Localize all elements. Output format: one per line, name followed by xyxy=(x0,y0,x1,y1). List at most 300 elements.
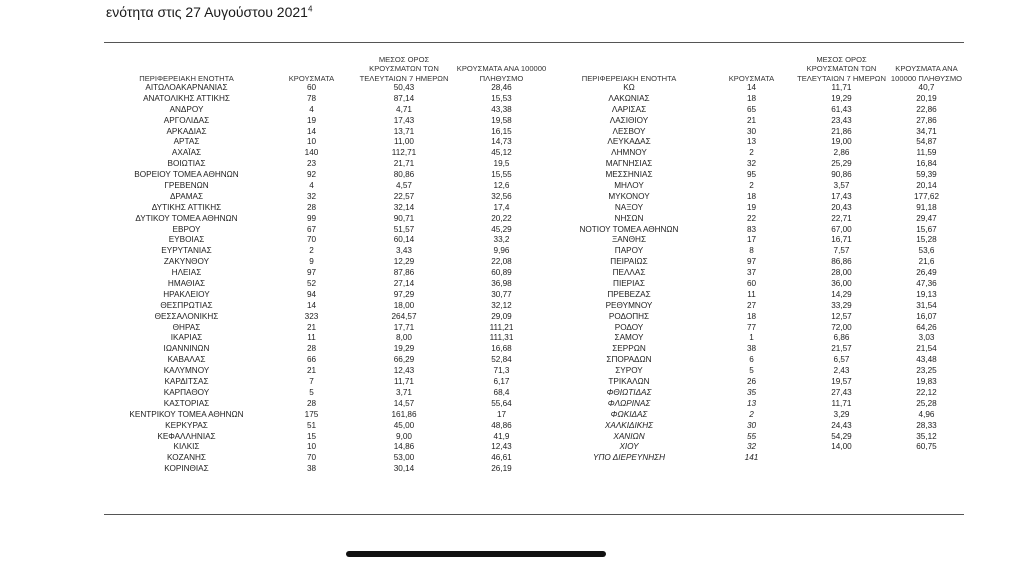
cell-per-100000: 111,31 xyxy=(489,333,514,343)
cell-per-100000-right: 16,07 xyxy=(916,311,937,321)
cell-avg-7day-right: 2,43 xyxy=(833,366,850,376)
cell-per-100000: 30,77 xyxy=(491,289,512,299)
cell-cases: 19 xyxy=(306,115,317,125)
cell-avg-7day: 4,57 xyxy=(396,181,412,191)
cell-cases: 23 xyxy=(306,159,317,169)
cell-avg-7day: 18,00 xyxy=(393,300,415,310)
cell-cases: 32 xyxy=(306,191,317,201)
cell-cases: 28 xyxy=(306,344,317,354)
cell-per-100000-right: 23,25 xyxy=(916,366,937,376)
cell-cases-right: 18 xyxy=(746,311,757,321)
cell-cases-right: 5 xyxy=(749,366,754,376)
cell-avg-7day-right: 2,86 xyxy=(833,148,850,158)
table-row xyxy=(104,290,964,301)
table-body xyxy=(104,83,964,475)
cell-per-100000-right: 25,28 xyxy=(916,398,937,408)
table-row xyxy=(104,148,964,159)
cell-per-100000-right: 53,6 xyxy=(918,246,935,256)
cell-region: ΔΡΑΜΑΣ xyxy=(169,191,204,201)
cell-avg-7day-right: 90,86 xyxy=(831,170,852,180)
header-per-100000-right: ΚΡΟΥΣΜΑΤΑ ΑΝΑ 100000 ΠΛΗΘΥΣΜΟ xyxy=(890,64,963,83)
table-row xyxy=(104,203,964,214)
cell-avg-7day-right: 36,00 xyxy=(831,279,852,289)
cell-avg-7day-right: 19,29 xyxy=(831,93,852,103)
cell-per-100000-right: 43,48 xyxy=(916,355,937,365)
cell-avg-7day: 87,14 xyxy=(393,93,415,103)
header-7day-average-right: ΜΕΣΟΣ ΟΡΟΣ ΚΡΟΥΣΜΑΤΩΝ ΤΩΝ ΤΕΛΕΥΤΑΙΩΝ 7 ΗΜΕΡΩΝ xyxy=(797,54,886,83)
cell-cases-right: 2 xyxy=(749,148,754,158)
cell-avg-7day-right: 21,86 xyxy=(831,126,852,136)
cell-avg-7day-right: 16,71 xyxy=(831,235,852,245)
cell-per-100000-right: 29,47 xyxy=(916,213,937,223)
cell-avg-7day: 45,00 xyxy=(393,420,415,430)
cell-cases-right: 11 xyxy=(747,289,756,299)
table-row xyxy=(104,366,964,377)
table-row xyxy=(104,279,964,290)
cell-per-100000: 26,19 xyxy=(491,464,512,474)
cell-cases: 67 xyxy=(306,224,317,234)
cell-region: ΔΥΤΙΚΗΣ ΑΤΤΙΚΗΣ xyxy=(151,202,222,212)
cell-per-100000: 12,43 xyxy=(491,442,512,452)
cell-per-100000: 17,4 xyxy=(493,202,510,212)
cell-per-100000-right: 15,28 xyxy=(916,235,937,245)
cell-avg-7day-right: 20,43 xyxy=(831,202,852,212)
cell-per-100000: 60,89 xyxy=(491,268,512,278)
cell-cases-right: 83 xyxy=(746,224,757,234)
cell-avg-7day-right: 11,71 xyxy=(831,398,852,408)
cell-per-100000-right: 54,87 xyxy=(916,137,937,147)
cell-per-100000-right: 26,49 xyxy=(916,268,937,278)
cell-region: ΚΟΡΙΝΘΙΑΣ xyxy=(164,464,209,474)
cell-region: ΚΑΡΠΑΘΟΥ xyxy=(163,387,210,397)
cell-per-100000-right: 177,62 xyxy=(913,191,940,201)
cell-per-100000-right: 19,13 xyxy=(916,289,937,299)
cell-cases: 11 xyxy=(307,333,316,343)
table-row xyxy=(104,246,964,257)
cell-avg-7day-right: 22,71 xyxy=(831,213,852,223)
cell-avg-7day-right: 7,57 xyxy=(833,246,850,256)
header-region-right: ΠΕΡΙΦΕΡΕΙΑΚΗ ΕΝΟΤΗΤΑ xyxy=(581,73,677,83)
cell-region-right: ΡΟΔΟΠΗΣ xyxy=(608,311,650,321)
cell-avg-7day: 4,71 xyxy=(396,104,412,114)
cell-per-100000-right: 40,7 xyxy=(918,83,935,92)
cell-region-right: ΦΩΚΙΔΑΣ xyxy=(610,409,648,419)
cell-avg-7day-right: 25,29 xyxy=(831,159,852,169)
cell-avg-7day: 32,14 xyxy=(393,202,415,212)
table-row xyxy=(104,235,964,246)
cell-region: ΕΥΡΥΤΑΝΙΑΣ xyxy=(161,246,212,256)
cell-avg-7day-right: 11,71 xyxy=(831,83,852,92)
cell-region-right: ΡΟΔΟΥ xyxy=(614,322,644,332)
cell-cases: 97 xyxy=(306,268,317,278)
title-footnote-marker: 4 xyxy=(307,4,313,14)
cell-avg-7day: 17,43 xyxy=(393,115,415,125)
cell-per-100000: 19,58 xyxy=(491,115,512,125)
cell-per-100000: 45,12 xyxy=(491,148,512,158)
cell-avg-7day: 3,43 xyxy=(396,246,412,256)
cell-avg-7day: 22,57 xyxy=(393,191,415,201)
cell-region-right: ΛΑΣΙΘΙΟΥ xyxy=(609,115,649,125)
cell-per-100000-right: 19,83 xyxy=(916,377,937,387)
cell-per-100000-right: 3,03 xyxy=(918,333,935,343)
cell-per-100000: 12,6 xyxy=(493,181,510,191)
cell-cases-right: 97 xyxy=(746,257,757,267)
cell-cases: 5 xyxy=(309,387,314,397)
cell-per-100000: 36,98 xyxy=(491,279,512,289)
cell-cases: 92 xyxy=(306,170,317,180)
cell-region-right: ΤΡΙΚΑΛΩΝ xyxy=(608,377,650,387)
cases-table xyxy=(104,49,964,475)
cell-region-right: ΠΑΡΟΥ xyxy=(614,246,644,256)
cell-region-right: ΧΙΟΥ xyxy=(619,442,639,452)
cell-avg-7day: 97,29 xyxy=(393,289,415,299)
cell-region-right: ΠΕΛΛΑΣ xyxy=(612,268,646,278)
cell-cases: 51 xyxy=(306,420,317,430)
cell-avg-7day: 264,57 xyxy=(391,311,417,321)
cell-cases: 15 xyxy=(306,431,317,441)
cell-avg-7day-right: 14,00 xyxy=(831,442,852,452)
cell-cases: 14 xyxy=(306,126,317,136)
cell-cases-right: 30 xyxy=(746,420,757,430)
cell-cases: 21 xyxy=(306,366,317,376)
cell-per-100000: 28,46 xyxy=(491,83,512,92)
cell-avg-7day: 53,00 xyxy=(393,453,415,463)
cell-cases-right: 30 xyxy=(746,126,757,136)
cell-region-right: ΛΑΚΩΝΙΑΣ xyxy=(608,93,650,103)
cell-cases-right: 2 xyxy=(749,181,754,191)
cell-cases-right: 22 xyxy=(746,213,757,223)
cell-avg-7day-right: 12,57 xyxy=(831,311,852,321)
cell-cases-right: 77 xyxy=(746,322,757,332)
cell-avg-7day-right: 67,00 xyxy=(831,224,852,234)
table-row xyxy=(104,333,964,344)
cell-avg-7day-right: 17,43 xyxy=(831,191,852,201)
cell-region: ΖΑΚΥΝΘΟΥ xyxy=(163,257,210,267)
cell-region: ΚΑΒΑΛΑΣ xyxy=(167,355,206,365)
table-row xyxy=(104,159,964,170)
cell-region: ΒΟΡΕΙΟΥ ΤΟΜΕΑ ΑΘΗΝΩΝ xyxy=(134,170,239,180)
cell-per-100000: 15,53 xyxy=(491,93,512,103)
table-row xyxy=(104,464,964,475)
cell-per-100000-right: 91,18 xyxy=(916,202,937,212)
cell-avg-7day: 90,71 xyxy=(393,213,415,223)
cell-region-right: ΧΑΝΙΩΝ xyxy=(613,431,645,441)
cell-avg-7day: 112,71 xyxy=(391,148,417,158)
cell-per-100000-right: 27,86 xyxy=(916,115,937,125)
cell-avg-7day: 13,71 xyxy=(393,126,415,136)
cell-cases: 66 xyxy=(306,355,317,365)
cell-region-right: ΣΠΟΡΑΔΩΝ xyxy=(606,355,652,365)
cell-avg-7day: 21,71 xyxy=(393,159,415,169)
cell-region: ΘΕΣΠΡΩΤΙΑΣ xyxy=(160,300,213,310)
cell-cases: 78 xyxy=(306,93,317,103)
cell-region: ΑΝΔΡΟΥ xyxy=(169,104,204,114)
cell-per-100000: 32,56 xyxy=(491,191,512,201)
cell-avg-7day-right: 6,86 xyxy=(833,333,850,343)
cell-cases-right: 1 xyxy=(749,333,754,343)
cell-region: ΑΡΤΑΣ xyxy=(173,137,200,147)
cell-avg-7day: 8,00 xyxy=(396,333,412,343)
cell-cases-right: 65 xyxy=(746,104,757,114)
cell-avg-7day: 11,00 xyxy=(394,137,414,147)
cell-avg-7day: 161,86 xyxy=(391,409,417,419)
cell-region: ΚΟΖΑΝΗΣ xyxy=(167,453,206,463)
table-header xyxy=(104,49,964,83)
cell-cases-right: 18 xyxy=(746,191,757,201)
cell-avg-7day: 30,14 xyxy=(393,464,415,474)
cell-region: ΘΕΣΣΑΛΟΝΙΚΗΣ xyxy=(154,311,219,321)
cell-region: ΕΒΡΟΥ xyxy=(172,224,201,234)
cell-per-100000: 29,09 xyxy=(491,311,512,321)
cell-region-right: ΜΑΓΝΗΣΙΑΣ xyxy=(605,159,653,169)
cell-avg-7day: 50,43 xyxy=(393,83,415,92)
cell-avg-7day-right: 23,43 xyxy=(831,115,852,125)
cell-per-100000-right: 35,12 xyxy=(916,431,937,441)
cell-per-100000: 68,4 xyxy=(493,387,510,397)
cell-cases: 70 xyxy=(306,453,317,463)
table-row xyxy=(104,225,964,236)
cell-region-right: ΜΕΣΣΗΝΙΑΣ xyxy=(605,170,653,180)
cell-per-100000-right: 22,86 xyxy=(916,104,937,114)
header-cases: ΚΡΟΥΣΜΑΤΑ xyxy=(288,73,335,83)
cell-cases: 94 xyxy=(306,289,317,299)
cell-region: ΘΗΡΑΣ xyxy=(172,322,201,332)
cell-cases: 28 xyxy=(306,202,317,212)
cell-avg-7day-right: 86,86 xyxy=(831,257,852,267)
cell-region: ΓΡΕΒΕΝΩΝ xyxy=(164,181,209,191)
cell-cases: 175 xyxy=(304,409,319,419)
cell-cases-right: 32 xyxy=(746,159,757,169)
cell-per-100000: 19,5 xyxy=(493,159,510,169)
cell-per-100000-right: 21,6 xyxy=(918,257,935,267)
cell-avg-7day: 51,57 xyxy=(393,224,415,234)
cell-avg-7day: 17,71 xyxy=(393,322,415,332)
cell-per-100000-right: 20,14 xyxy=(916,181,937,191)
cell-avg-7day: 80,86 xyxy=(393,170,415,180)
cell-region: ΚΙΛΚΙΣ xyxy=(173,442,200,452)
cell-per-100000: 14,73 xyxy=(491,137,512,147)
cell-per-100000: 41,9 xyxy=(493,431,510,441)
cell-per-100000: 17 xyxy=(496,409,507,419)
cell-region-right: ΛΕΣΒΟΥ xyxy=(612,126,646,136)
cell-avg-7day: 87,86 xyxy=(393,268,415,278)
cell-avg-7day-right: 3,57 xyxy=(833,181,850,191)
cell-cases-right: 95 xyxy=(746,170,757,180)
cell-per-100000: 20,22 xyxy=(491,213,512,223)
cell-region-right: ΦΘΙΩΤΙΔΑΣ xyxy=(606,387,652,397)
table-row xyxy=(104,137,964,148)
cell-cases: 323 xyxy=(304,311,319,321)
table-row xyxy=(104,355,964,366)
page-title xyxy=(106,4,312,20)
home-indicator[interactable] xyxy=(346,551,606,557)
cell-cases: 99 xyxy=(306,213,317,223)
cell-per-100000: 43,38 xyxy=(491,104,512,114)
cell-region: ΒΟΙΩΤΙΑΣ xyxy=(167,159,206,169)
cell-cases-right: 13 xyxy=(746,398,757,408)
cell-cases-right: 8 xyxy=(749,246,754,256)
cell-avg-7day: 14,86 xyxy=(393,442,415,452)
header-region: ΠΕΡΙΦΕΡΕΙΑΚΗ ΕΝΟΤΗΤΑ xyxy=(139,73,234,83)
cell-region: ΚΑΛΥΜΝΟΥ xyxy=(163,366,210,376)
table-row xyxy=(104,344,964,355)
cell-cases-right: 21 xyxy=(746,115,757,125)
cell-avg-7day: 12,43 xyxy=(393,366,415,376)
cell-per-100000-right: 21,54 xyxy=(916,344,937,354)
cell-region: ΑΡΓΟΛΙΔΑΣ xyxy=(163,115,210,125)
cell-avg-7day: 9,00 xyxy=(396,431,412,441)
cell-cases-right: 13 xyxy=(746,137,757,147)
cell-region: ΙΩΑΝΝΙΝΩΝ xyxy=(163,344,210,354)
cell-region: ΗΡΑΚΛΕΙΟΥ xyxy=(163,289,210,299)
cell-cases: 21 xyxy=(306,322,317,332)
cell-avg-7day: 3,71 xyxy=(396,387,412,397)
cell-cases: 140 xyxy=(304,148,319,158)
cell-per-100000: 71,3 xyxy=(493,366,510,376)
table-row xyxy=(104,323,964,334)
cell-cases: 10 xyxy=(306,137,317,147)
cell-per-100000: 45,29 xyxy=(491,224,512,234)
table-row xyxy=(104,94,964,105)
cell-cases-right: 37 xyxy=(746,268,757,278)
cell-avg-7day-right: 72,00 xyxy=(831,322,852,332)
table-row xyxy=(104,192,964,203)
cell-cases: 4 xyxy=(309,104,314,114)
cell-avg-7day-right: 3,29 xyxy=(833,409,850,419)
cell-cases-right: 38 xyxy=(746,344,757,354)
cell-cases: 4 xyxy=(309,181,314,191)
cell-per-100000-right: 16,84 xyxy=(916,159,937,169)
cell-region: ΗΛΕΙΑΣ xyxy=(171,268,202,278)
cell-cases-right: 14 xyxy=(746,83,757,92)
table-row xyxy=(104,170,964,181)
cell-region: ΚΕΝΤΡΙΚΟΥ ΤΟΜΕΑ ΑΘΗΝΩΝ xyxy=(129,409,244,419)
cell-avg-7day: 14,57 xyxy=(393,398,415,408)
cell-cases-right: 19 xyxy=(746,202,757,212)
table-row xyxy=(104,377,964,388)
cell-cases: 38 xyxy=(306,464,317,474)
cell-cases: 2 xyxy=(309,246,314,256)
cell-per-100000-right: 4,96 xyxy=(918,409,935,419)
cell-region-right: ΦΛΩΡΙΝΑΣ xyxy=(607,398,651,408)
cell-avg-7day-right: 24,43 xyxy=(831,420,852,430)
cell-region-right: ΜΗΛΟΥ xyxy=(614,181,644,191)
cell-per-100000-right: 59,39 xyxy=(916,170,937,180)
cell-cases-right: 26 xyxy=(746,377,757,387)
cell-per-100000: 33,2 xyxy=(493,235,510,245)
cell-avg-7day-right: 54,29 xyxy=(831,431,852,441)
cell-per-100000: 9,96 xyxy=(493,246,510,256)
table-row xyxy=(104,127,964,138)
cell-per-100000-right: 22,12 xyxy=(916,387,937,397)
cell-per-100000-right: 11,59 xyxy=(916,148,937,158)
table-bottom-rule xyxy=(104,514,964,515)
table-row xyxy=(104,312,964,323)
cell-cases-right: 27 xyxy=(746,300,757,310)
cell-region: ΙΚΑΡΙΑΣ xyxy=(170,333,203,343)
table-row xyxy=(104,116,964,127)
cell-per-100000: 15,55 xyxy=(491,170,512,180)
cell-region: ΑΙΤΩΛΟΑΚΑΡΝΑΝΙΑΣ xyxy=(145,83,228,92)
cell-avg-7day: 19,29 xyxy=(393,344,415,354)
cell-per-100000-right: 28,33 xyxy=(916,420,937,430)
cell-cases-right: 55 xyxy=(746,431,757,441)
cell-region-right: ΛΑΡΙΣΑΣ xyxy=(611,104,647,114)
cell-cases: 7 xyxy=(309,377,314,387)
cell-avg-7day-right: 33,29 xyxy=(831,300,852,310)
header-7day-average: ΜΕΣΟΣ ΟΡΟΣ ΚΡΟΥΣΜΑΤΩΝ ΤΩΝ ΤΕΛΕΥΤΑΙΩΝ 7 ΗΜΕΡΩΝ xyxy=(359,54,449,83)
cell-cases-right: 18 xyxy=(746,93,757,103)
cell-cases: 52 xyxy=(306,279,317,289)
header-per-100000: ΚΡΟΥΣΜΑΤΑ ΑΝΑ 100000 ΠΛΗΘΥΣΜΟ xyxy=(456,64,547,83)
cell-cases-right: 60 xyxy=(746,279,757,289)
cell-per-100000-right: 60,75 xyxy=(916,442,937,452)
cell-per-100000: 6,17 xyxy=(493,377,510,387)
cell-per-100000-right: 34,71 xyxy=(916,126,937,136)
cell-per-100000: 32,12 xyxy=(491,300,512,310)
cell-region-right: ΝΟΤΙΟΥ ΤΟΜΕΑ ΑΘΗΝΩΝ xyxy=(579,224,679,234)
cell-avg-7day: 12,29 xyxy=(393,257,415,267)
cell-region-right: ΠΕΙΡΑΙΩΣ xyxy=(610,257,648,267)
cell-cases-right: 35 xyxy=(746,387,757,397)
cell-region: ΚΑΡΔΙΤΣΑΣ xyxy=(164,377,209,387)
table-row xyxy=(104,257,964,268)
cell-region-right: ΛΕΥΚΑΔΑΣ xyxy=(607,137,651,147)
title-text: ενότητα στις 27 Αυγούστου 2021 xyxy=(106,4,308,20)
cell-cases-right: 6 xyxy=(749,355,754,365)
table-row xyxy=(104,301,964,312)
cell-cases: 28 xyxy=(306,398,317,408)
cell-per-100000-right: 20,19 xyxy=(916,93,937,103)
cell-per-100000: 55,64 xyxy=(491,398,512,408)
cell-per-100000-right: 64,26 xyxy=(916,322,937,332)
cell-region-right: ΝΗΣΩΝ xyxy=(614,213,644,223)
cell-per-100000: 111,21 xyxy=(489,322,514,332)
cell-avg-7day: 27,14 xyxy=(393,279,415,289)
cell-region-right: ΚΩ xyxy=(623,83,635,92)
cell-region-right: ΛΗΜΝΟΥ xyxy=(611,148,647,158)
header-cases-right: ΚΡΟΥΣΜΑΤΑ xyxy=(728,73,775,83)
cell-region: ΑΝΑΤΟΛΙΚΗΣ ΑΤΤΙΚΗΣ xyxy=(143,93,230,103)
cell-region: ΚΕΡΚΥΡΑΣ xyxy=(165,420,208,430)
cell-avg-7day-right: 21,57 xyxy=(831,344,852,354)
cell-region-right: ΣΥΡΟΥ xyxy=(615,366,643,376)
cell-region: ΕΥΒΟΙΑΣ xyxy=(168,235,205,245)
table-row xyxy=(104,421,964,432)
cell-per-100000-right: 47,36 xyxy=(916,279,937,289)
cell-region: ΚΕΦΑΛΛΗΝΙΑΣ xyxy=(157,431,216,441)
cell-region: ΑΧΑΪΑΣ xyxy=(171,148,202,158)
cell-region-right: ΠΙΕΡΙΑΣ xyxy=(613,279,645,289)
cell-per-100000: 16,15 xyxy=(491,126,512,136)
table-row xyxy=(104,453,964,464)
table-row xyxy=(104,410,964,421)
cell-region-right: ΧΑΛΚΙΔΙΚΗΣ xyxy=(604,420,654,430)
table-top-rule xyxy=(104,42,964,43)
table-row xyxy=(104,442,964,453)
table-row xyxy=(104,432,964,443)
cell-region: ΚΑΣΤΟΡΙΑΣ xyxy=(163,398,210,408)
cell-region-right: ΠΡΕΒΕΖΑΣ xyxy=(607,289,651,299)
table-row xyxy=(104,388,964,399)
table-row xyxy=(104,399,964,410)
cell-per-100000: 48,86 xyxy=(491,420,512,430)
cell-region-right: ΥΠΟ ΔΙΕΡΕΥΝΗΣΗ xyxy=(593,453,665,463)
cell-cases-right: 2 xyxy=(749,409,754,419)
cell-per-100000-right: 15,67 xyxy=(916,224,937,234)
cell-region-right: ΞΑΝΘΗΣ xyxy=(611,235,647,245)
cell-region: ΔΥΤΙΚΟΥ ΤΟΜΕΑ ΑΘΗΝΩΝ xyxy=(135,213,238,223)
